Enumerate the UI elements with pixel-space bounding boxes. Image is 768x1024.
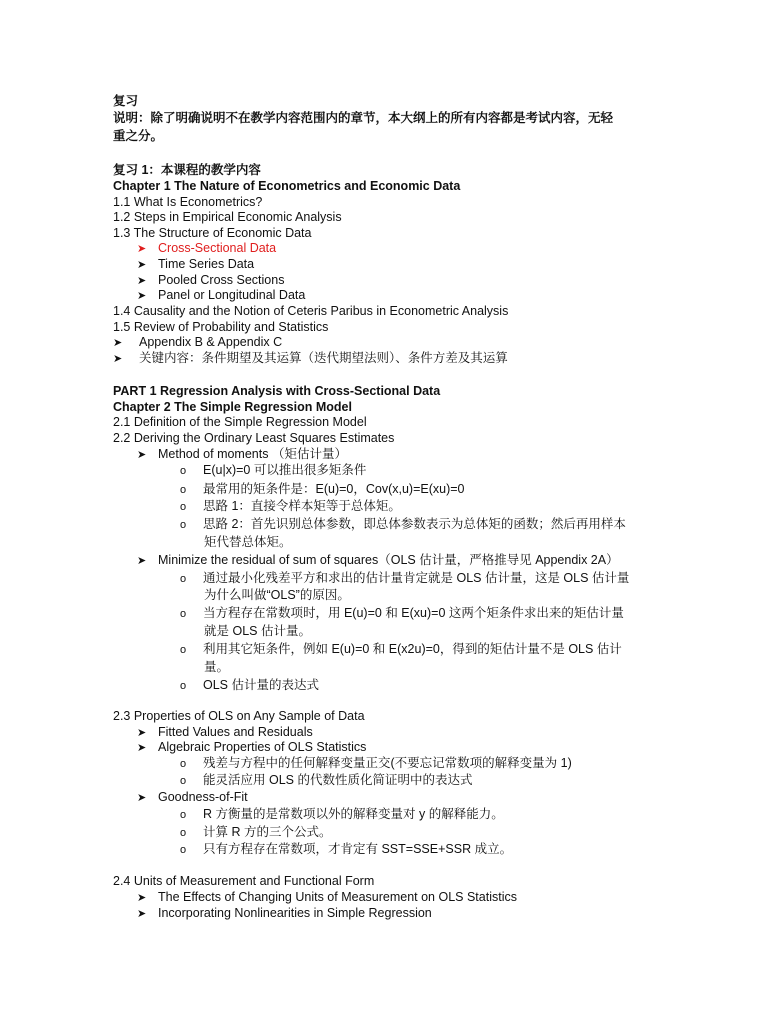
- arrow-bullet-icon: ➤: [137, 742, 147, 754]
- arrow-bullet-icon: ➤: [137, 792, 147, 804]
- section-2-2: 2.2 Deriving the Ordinary Least Squares Estimates: [113, 431, 395, 445]
- list-item: o 思路 1：直接令样本矩等于总体矩。: [180, 499, 668, 516]
- circle-bullet-icon: o: [180, 573, 187, 585]
- arrow-bullet-icon: ➤: [137, 290, 147, 302]
- circle-bullet-icon: o: [180, 827, 187, 839]
- arrow-bullet-icon: ➤: [137, 275, 147, 287]
- arrow-bullet-icon: ➤: [137, 727, 147, 739]
- list-item: ➤ Method of moments （矩估计量）: [137, 447, 668, 464]
- section-1-3: 1.3 The Structure of Economic Data: [113, 226, 312, 240]
- list-item: o 能灵活应用 OLS 的代数性质化简证明中的表达式: [180, 773, 668, 790]
- list-item: ➤ Time Series Data: [137, 257, 668, 274]
- part1-heading: PART 1 Regression Analysis with Cross-Sectional Data: [113, 384, 441, 398]
- arrow-bullet-icon: ➤: [113, 337, 123, 349]
- list-item: o 思路 2：首先识别总体参数，即总体参数表示为总体矩的函数；然后再用样本: [180, 517, 668, 534]
- list-item: o OLS 估计量的表达式: [180, 678, 668, 695]
- list-item: ➤ Pooled Cross Sections: [137, 273, 668, 290]
- list-item: o 最常用的矩条件是：E(u)=0，Cov(x,u)=E(xu)=0: [180, 482, 668, 499]
- chapter2-title: Chapter 2 The Simple Regression Model: [113, 400, 352, 414]
- circle-bullet-icon: o: [180, 484, 187, 496]
- list-item: o 利用其它矩条件，例如 E(u)=0 和 E(x2u)=0，得到的矩估计量不是 OLS 估计: [180, 642, 668, 659]
- list-item-continuation: 为什么叫做“OLS”的原因。: [204, 588, 350, 602]
- intro-line-2: 重之分。: [113, 129, 164, 143]
- section-1-2: 1.2 Steps in Empirical Economic Analysis: [113, 210, 342, 224]
- arrow-bullet-icon: ➤: [137, 449, 147, 461]
- circle-bullet-icon: o: [180, 644, 187, 656]
- list-item: o R 方衡量的是常数项以外的解释变量对 y 的解释能力。: [180, 807, 668, 824]
- list-item: ➤ Incorporating Nonlinearities in Simple Regression: [137, 906, 668, 923]
- list-item: o E(u|x)=0 可以推出很多矩条件: [180, 463, 668, 480]
- list-item: o 通过最小化残差平方和求出的估计量肯定就是 OLS 估计量，这是 OLS 估计量: [180, 571, 668, 588]
- circle-bullet-icon: o: [180, 608, 187, 620]
- list-item: ➤ The Effects of Changing Units of Measurement on OLS Statistics: [137, 890, 668, 907]
- list-item: ➤ Minimize the residual of sum of squares（OLS 估计量，严格推导见 Appendix 2A）: [137, 553, 668, 570]
- arrow-bullet-icon: ➤: [113, 353, 123, 365]
- list-item: o 当方程存在常数项时，用 E(u)=0 和 E(xu)=0 这两个矩条件求出来的矩估计量: [180, 606, 668, 623]
- arrow-bullet-icon: ➤: [137, 892, 147, 904]
- list-item: o 残差与方程中的任何解释变量正交(不要忘记常数项的解释变量为 1): [180, 756, 668, 773]
- section-1-5: 1.5 Review of Probability and Statistics: [113, 320, 329, 334]
- section-1-1: 1.1 What Is Econometrics?: [113, 195, 263, 209]
- list-item-continuation: 矩代替总体矩。: [204, 535, 292, 549]
- arrow-bullet-icon: ➤: [137, 908, 147, 920]
- circle-bullet-icon: o: [180, 775, 187, 787]
- list-item: ➤ 关键内容：条件期望及其运算（迭代期望法则）、条件方差及其运算: [113, 351, 668, 368]
- circle-bullet-icon: o: [180, 465, 187, 477]
- circle-bullet-icon: o: [180, 519, 187, 531]
- list-item-continuation: 量。: [204, 660, 230, 674]
- circle-bullet-icon: o: [180, 809, 187, 821]
- section-2-4: 2.4 Units of Measurement and Functional Form: [113, 874, 375, 888]
- chapter1-title: Chapter 1 The Nature of Econometrics and Economic Data: [113, 179, 461, 193]
- intro-line-1: 说明：除了明确说明不在教学内容范围内的章节，本大纲上的所有内容都是考试内容，无轻: [113, 111, 614, 125]
- circle-bullet-icon: o: [180, 844, 187, 856]
- arrow-bullet-icon: ➤: [137, 243, 147, 255]
- circle-bullet-icon: o: [180, 680, 187, 692]
- circle-bullet-icon: o: [180, 758, 187, 770]
- list-item: ➤ Panel or Longitudinal Data: [137, 288, 668, 305]
- review-title: 复习: [113, 94, 139, 108]
- section-1-4: 1.4 Causality and the Notion of Ceteris Paribus in Econometric Analysis: [113, 304, 509, 318]
- list-item: ➤ Algebraic Properties of OLS Statistics: [137, 740, 668, 757]
- list-item: ➤ Fitted Values and Residuals: [137, 725, 668, 742]
- list-item: o 只有方程存在常数项，才肯定有 SST=SSE+SSR 成立。: [180, 842, 668, 859]
- circle-bullet-icon: o: [180, 501, 187, 513]
- review1-heading: 复习 1：本课程的教学内容: [113, 163, 261, 177]
- list-item: o 计算 R 方的三个公式。: [180, 825, 668, 842]
- arrow-bullet-icon: ➤: [137, 555, 147, 567]
- list-item-continuation: 就是 OLS 估计量。: [204, 624, 311, 638]
- section-2-3: 2.3 Properties of OLS on Any Sample of Data: [113, 709, 365, 723]
- section-2-1: 2.1 Definition of the Simple Regression Model: [113, 415, 367, 429]
- list-item: ➤ Appendix B & Appendix C: [113, 335, 668, 352]
- list-item: ➤ Cross-Sectional Data: [137, 241, 668, 258]
- list-item: ➤ Goodness-of-Fit: [137, 790, 668, 807]
- arrow-bullet-icon: ➤: [137, 259, 147, 271]
